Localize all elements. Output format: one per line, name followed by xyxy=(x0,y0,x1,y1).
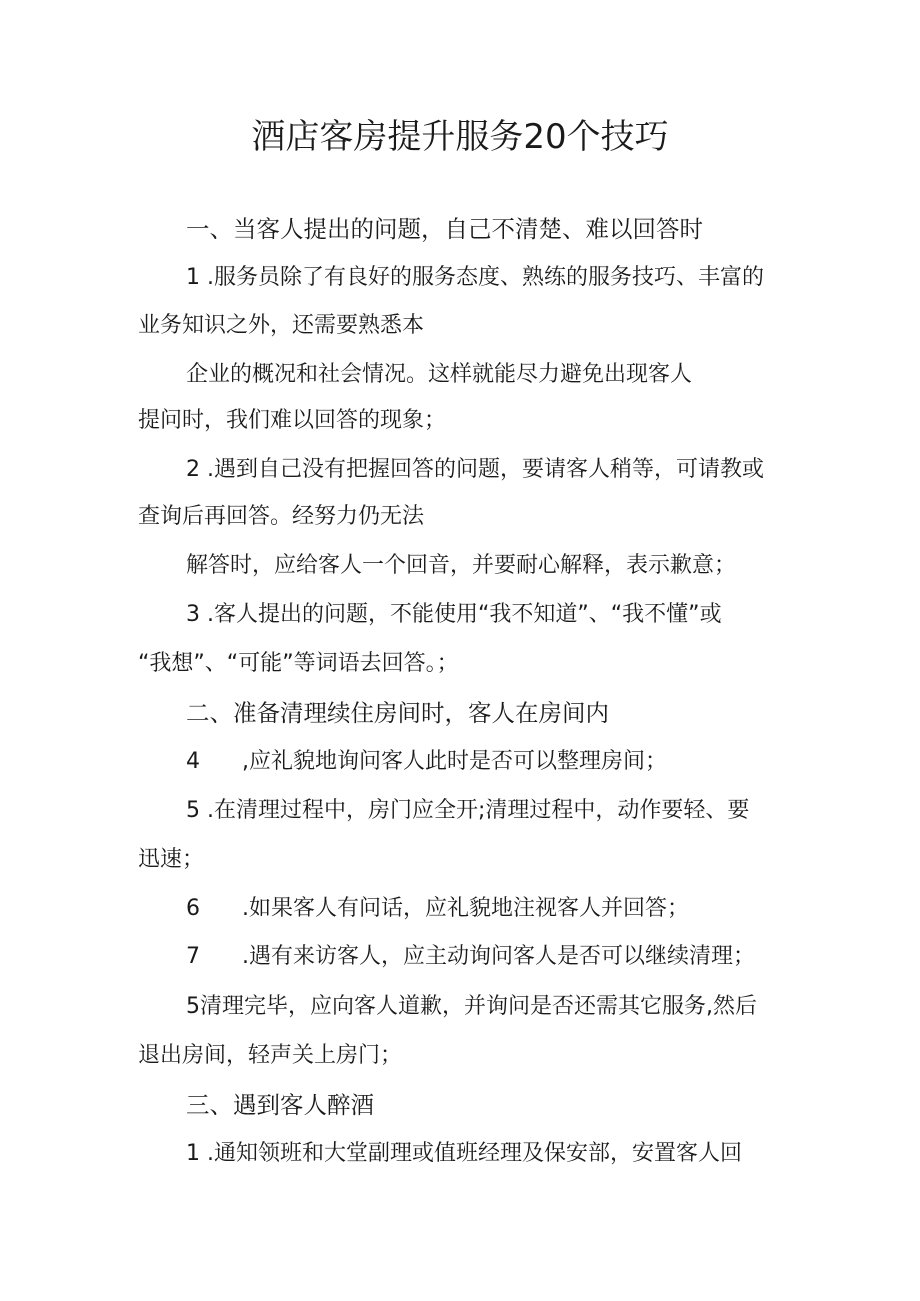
paragraph-line: 5 .在清理过程中，房门应全开;清理过程中，动作要轻、要 xyxy=(186,798,750,823)
paragraph-line: 5清理完毕，应向客人道歉，并询问是否还需其它服务,然后 xyxy=(186,994,757,1019)
paragraph-line: 1 .服务员除了有良好的服务态度、熟练的服务技巧、丰富的 xyxy=(186,265,764,290)
paragraph-line: 解答时，应给客人一个回音，并要耐心解释，表示歉意； xyxy=(186,553,737,578)
section-heading-2: 二、准备清理续住房间时，客人在房间内 xyxy=(186,699,609,727)
paragraph-line: 4 ,应礼貌地询问客人此时是否可以整理房间； xyxy=(186,749,667,774)
paragraph-line: 2 .遇到自己没有把握回答的问题，要请客人稍等，可请教或 xyxy=(186,457,764,482)
paragraph-line: 企业的概况和社会情况。这样就能尽力避免出现客人 xyxy=(186,362,693,387)
paragraph-line: 3 .客人提出的问题，不能使用“我不知道”、“我不懂”或 xyxy=(186,602,722,627)
paragraph-line: 1 .通知领班和大堂副理或值班经理及保安部，安置客人回 xyxy=(186,1141,742,1166)
document-title: 酒店客房提升服务20个技巧 xyxy=(251,117,669,157)
section-heading-3: 三、遇到客人醉酒 xyxy=(186,1091,374,1119)
paragraph-line: 业务知识之外，还需要熟悉本 xyxy=(138,313,425,338)
paragraph-line: 6 .如果客人有问话，应礼貌地注视客人并回答； xyxy=(186,896,689,921)
paragraph-line: “我想”、“可能”等词语去回答。； xyxy=(138,651,459,676)
paragraph-line: 迅速； xyxy=(138,847,205,872)
paragraph-line: 7 .遇有来访客人，应主动询问客人是否可以继续清理； xyxy=(186,944,755,969)
section-heading-1: 一、当客人提出的问题，自己不清楚、难以回答时 xyxy=(186,215,703,243)
paragraph-line: 退出房间，轻声关上房门； xyxy=(138,1043,403,1068)
paragraph-line: 提问时，我们难以回答的现象； xyxy=(138,408,447,433)
paragraph-line: 查询后再回答。经努力仍无法 xyxy=(138,504,425,529)
